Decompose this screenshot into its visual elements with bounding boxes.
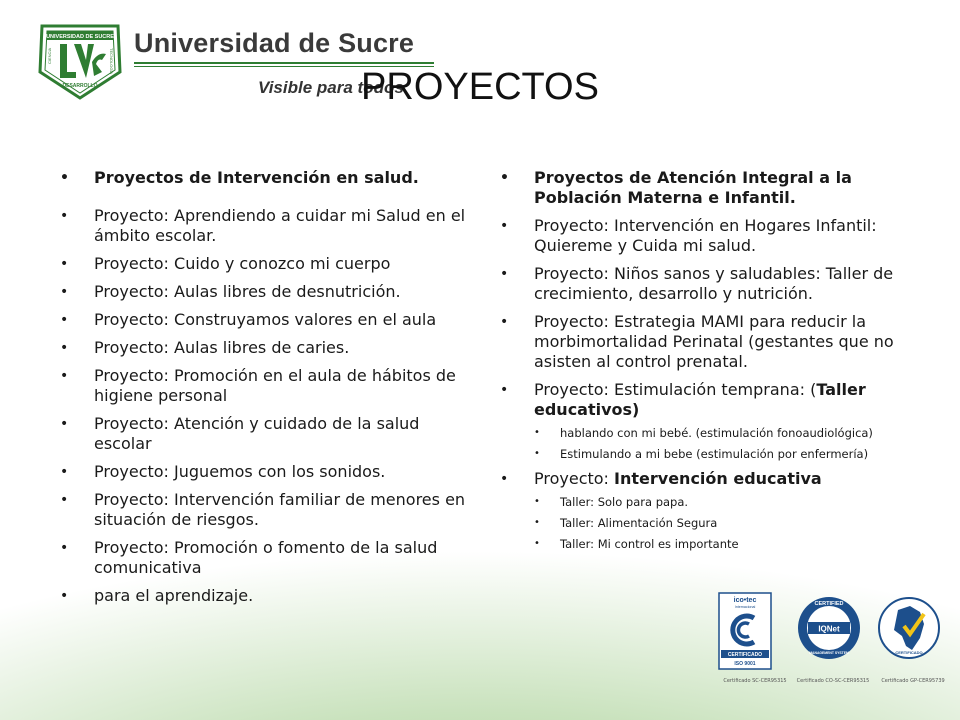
left-list-item: • Proyecto: Cuido y conozco mi cuerpo [60, 254, 470, 274]
ntcgp-caption: Certificado GP-CER95739 [881, 678, 945, 684]
left-list-item: • Proyecto: Construyamos valores en el aula [60, 310, 470, 330]
icontec-badge [718, 592, 792, 682]
icontec-logo-icon [718, 592, 772, 670]
icontec-label: CERTIFICADO [727, 652, 763, 658]
sub-list-item: • Taller: Mi control es importante [534, 537, 900, 551]
intervencion-sublist [534, 495, 900, 551]
iqnet-ring-top: CERTIFIED [814, 601, 844, 607]
estimulacion-bold: Taller educativos) [534, 380, 866, 419]
estimulacion-prefix: Proyecto: Estimulación temprana: ( [534, 380, 817, 399]
right-list-item: • Proyecto: Estrategia MAMI para reducir la morbimortalidad Perinatal (gestantes que no asisten al control prenatal. [500, 312, 900, 372]
icontec-label2: ISO 9001 [734, 661, 756, 667]
colombia-map-icon [876, 592, 942, 670]
ntcgp-label: CERTIFICADO [895, 650, 923, 655]
left-list-item: • Proyecto: Promoción en el aula de hábitos de higiene personal [60, 366, 470, 406]
university-name-underline [134, 62, 434, 64]
sub-list-item: • Estimulando a mi bebe (estimulación por enfermería) [534, 447, 900, 461]
left-list-item: • para el aprendizaje. [60, 586, 470, 606]
left-list-item: • Proyecto: Aulas libres de caries. [60, 338, 470, 358]
iqnet-label: IQNet [818, 624, 840, 634]
icontec-caption: Certificado SC-CER95315 [723, 678, 787, 684]
left-list-item: • Proyecto: Aprendiendo a cuidar mi Salud en el ámbito escolar. [60, 206, 470, 246]
sub-list-item: • Taller: Alimentación Segura [534, 516, 900, 530]
intervencion-bold: Intervención educativa [614, 469, 822, 488]
certification-badges [712, 592, 952, 692]
left-list-item: • Proyecto: Aulas libres de desnutrición. [60, 282, 470, 302]
seal-right-text: TECNOLOGÍA [109, 48, 114, 75]
icontec-top-text: ico•tec [733, 597, 757, 604]
right-list-heading: • Proyectos de Atención Integral a la Población Materna e Infantil. [500, 168, 900, 208]
right-list-item-intervencion [500, 469, 900, 551]
slide-title: PROYECTOS [361, 66, 599, 108]
intervencion-prefix: Proyecto: [534, 469, 615, 488]
ntcgp-badge [876, 592, 950, 682]
university-name: Universidad de Sucre [134, 28, 415, 58]
estimulacion-sublist [534, 426, 900, 461]
left-list-item: • Proyecto: Intervención familiar de menores en situación de riesgos. [60, 490, 470, 530]
university-motto: Visible para todos [258, 78, 404, 97]
left-column-list [60, 168, 470, 614]
right-list-item: • Proyecto: Intervención en Hogares Infantil: Quiereme y Cuida mi salud. [500, 216, 900, 256]
iqnet-ring-bottom: MANAGEMENT SYSTEM [809, 651, 849, 655]
left-list-item: • Proyecto: Promoción o fomento de la salud comunicativa [60, 538, 470, 578]
sub-list-item: • Taller: Solo para papa. [534, 495, 900, 509]
right-column-list [500, 168, 900, 559]
seal-top-text: UNIVERSIDAD DE SUCRE [46, 34, 114, 40]
icontec-sub-text: Internacional [734, 605, 756, 609]
sub-list-item: • hablando con mi bebé. (estimulación fonoaudiológica) [534, 426, 900, 440]
iqnet-caption: Certificado CO-SC-CER95315 [796, 678, 870, 684]
left-list-item: • Proyecto: Juguemos con los sonidos. [60, 462, 470, 482]
right-list-item: • Proyecto: Niños sanos y saludables: Taller de crecimiento, desarrollo y nutrición. [500, 264, 900, 304]
right-list-item-estimulacion [500, 380, 900, 461]
iqnet-logo-icon [796, 592, 862, 670]
left-list-item: • Proyecto: Atención y cuidado de la salud escolar [60, 414, 470, 454]
iqnet-badge [796, 592, 870, 682]
seal-bottom-text: DESARROLLO [62, 83, 98, 89]
seal-left-text: CIENCIA [47, 47, 52, 64]
left-list-item: • Proyectos de Intervención en salud. [60, 168, 470, 188]
